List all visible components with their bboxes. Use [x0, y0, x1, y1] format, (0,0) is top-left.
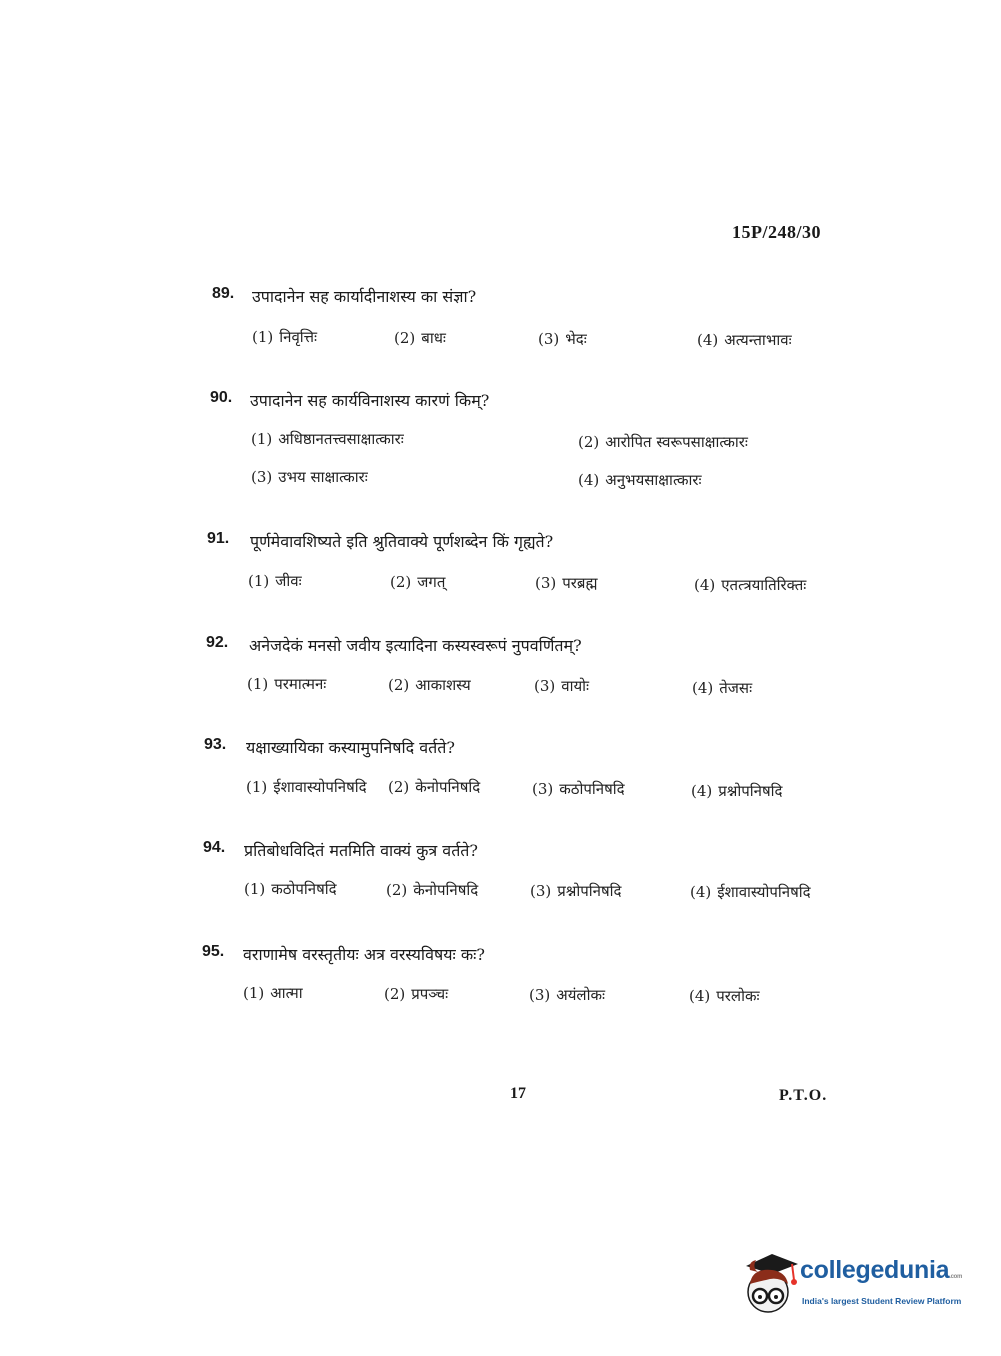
option-3: (3) उभय साक्षात्कारः	[251, 468, 368, 486]
option-3: (3) परब्रह्म	[535, 574, 598, 592]
option-3: (3) प्रश्नोपनिषदि	[530, 882, 622, 900]
option-1: (1) जीवः	[248, 572, 302, 590]
option-1: (1) कठोपनिषदि	[244, 880, 337, 898]
option-1: (1) ईशावास्योपनिषदि	[246, 778, 367, 796]
option-1: (1) अधिष्ठानतत्त्वसाक्षात्कारः	[251, 430, 404, 448]
option-1: (1) परमात्मनः	[247, 675, 327, 693]
option-4: (4) तेजसः	[692, 679, 753, 697]
option-4: (4) एतत्त्रयातिरिक्तः	[694, 576, 807, 594]
option-2: (2) केनोपनिषदि	[386, 881, 479, 899]
option-1: (1) आत्मा	[243, 984, 303, 1002]
question-text: यक्षाख्यायिका कस्यामुपनिषदि वर्तते?	[246, 738, 455, 757]
option-1: (1) निवृत्तिः	[252, 328, 318, 346]
option-3: (3) वायोः	[534, 677, 590, 695]
option-2: (2) आकाशस्य	[388, 676, 471, 694]
mascot-icon	[742, 1250, 802, 1320]
question-number: 90.	[210, 389, 233, 406]
option-4: (4) अनुभयसाक्षात्कारः	[578, 471, 702, 489]
option-3: (3) भेदः	[538, 330, 587, 348]
page-number: 17	[510, 1085, 526, 1102]
question-number: 93.	[204, 736, 227, 753]
question-text: प्रतिबोधविदितं मतमिति वाक्यं कुत्र वर्तते?	[244, 841, 479, 860]
question-number: 95.	[202, 943, 225, 960]
option-3: (2) केनोपनिषदि	[388, 778, 481, 796]
option-2: (2) आरोपित स्वरूपसाक्षात्कारः	[578, 433, 748, 451]
question-number: 91.	[207, 530, 230, 547]
question-text: अनेजदेकं मनसो जवीय इत्यादिना कस्यस्वरूपं नुपवर्णितम्?	[249, 636, 582, 655]
question-text: पूर्णमेवावशिष्यते इति श्रुतिवाक्ये पूर्णशब्देन किं गृह्यते?	[250, 532, 554, 551]
question-number: 94.	[203, 839, 226, 856]
option-4: (4) परलोकः	[689, 987, 760, 1005]
option-4: (4) ईशावास्योपनिषदि	[690, 883, 811, 901]
brand-name: collegedunia.com	[800, 1256, 963, 1284]
question-number: 92.	[206, 634, 229, 651]
pto-label: P.T.O.	[779, 1087, 828, 1104]
option-4: (4) अत्यन्ताभावः	[697, 331, 792, 349]
option-2: (2) जगत्	[390, 573, 446, 591]
option-2: (2) प्रपञ्चः	[384, 985, 449, 1003]
option-3: (3) अयंलोकः	[529, 986, 606, 1004]
brand-tagline: India's largest Student Review Platform	[802, 1296, 962, 1306]
option-2: (2) बाधः	[394, 329, 446, 347]
option-2: (3) कठोपनिषदि	[532, 780, 625, 798]
question-text: उपादानेन सह कार्यविनाशस्य कारणं किम्?	[250, 391, 490, 410]
collegedunia-watermark	[742, 1250, 972, 1320]
question-text: वराणामेष वरस्तृतीयः अत्र वरस्यविषयः कः?	[243, 945, 485, 964]
question-text: उपादानेन सह कार्यादीनाशस्य का संज्ञा?	[252, 287, 477, 306]
option-4: (4) प्रश्नोपनिषदि	[691, 782, 783, 800]
paper-code: 15P/248/30	[732, 222, 821, 242]
question-number: 89.	[212, 285, 235, 302]
